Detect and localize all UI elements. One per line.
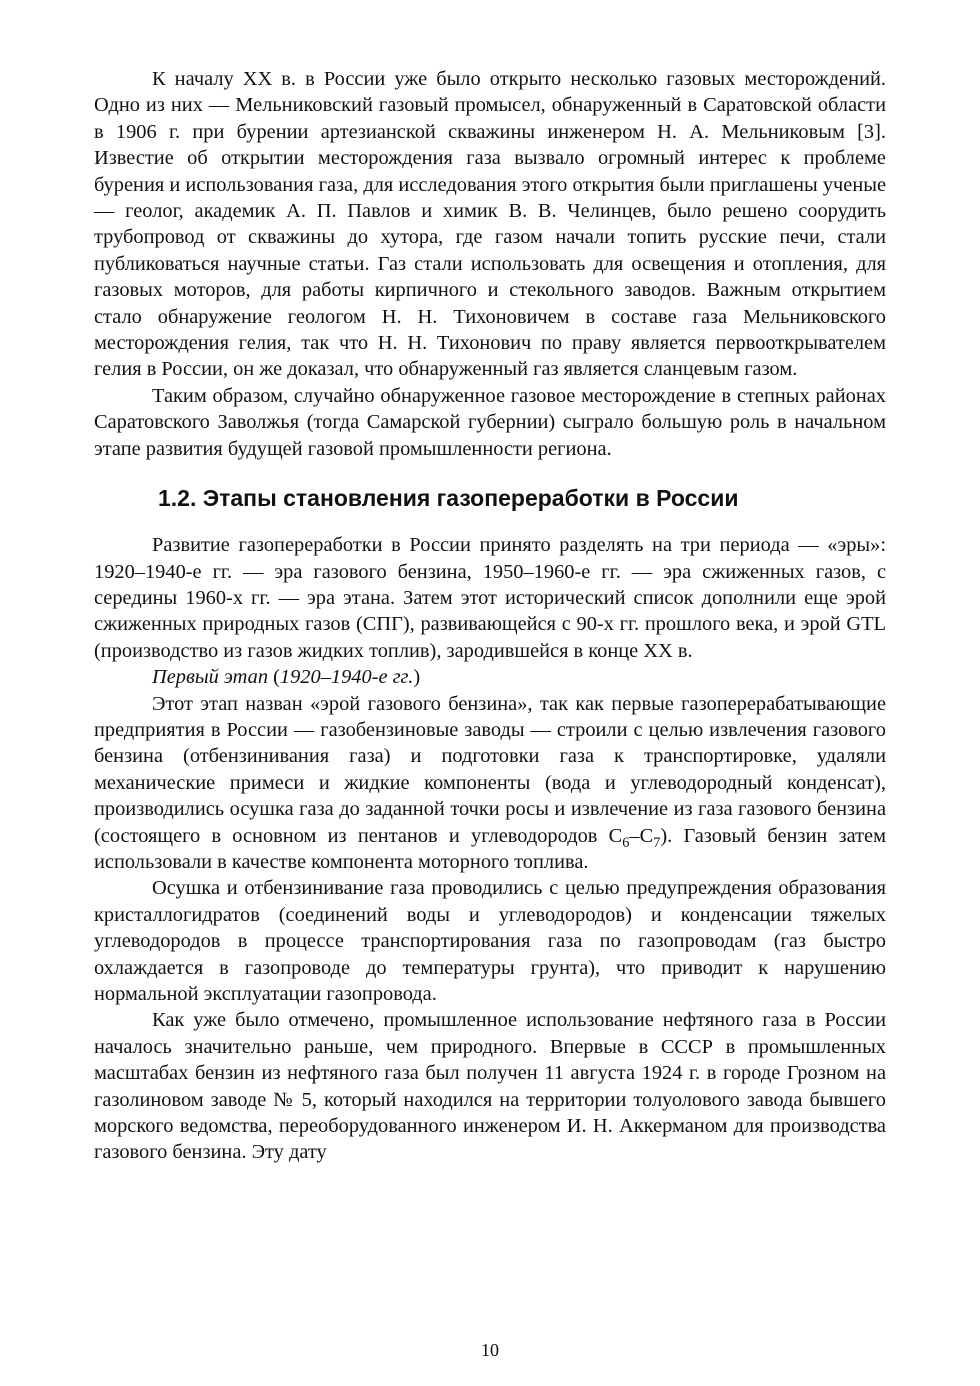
paragraph-melnikovsky-field: К началу XX в. в России уже было открыто несколько газовых месторождений. Одно из них — Мельниковский газовый промысел, обнаруженный в Саратовской области в 1906 г. при бурении артезианской скважины инженером Н. А. Мельниковым [3]. Известие об открытии месторождения газа вызвало огромный интерес к проблеме бурения и использования газа, для исследования этого открытия были приглашены ученые — геолог, академик А. П. Павлов и химик В. В. Челинцев, было решено соорудить трубопровод от скважины до хутора, где газом начали топить русские печи, стали публиковаться научные статьи. Газ стали использовать для освещения и отопления, для газовых моторов, для работы кирпичного и стекольного заводов. Важным открытием стало обнаружение геологом Н. Н. Тихоновичем в составе газа Мельниковского месторождения гелия, так что Н. Н. Тихонович по праву является первооткрывателем гелия в России, он же доказал, что обнаруженный газ является сланцевым газом. [94, 68, 886, 381]
section-heading: 1.2. Этапы становления газопереработки в России [158, 485, 739, 512]
paragraph-drying: Осушка и отбензинивание газа проводились с целью предупреждения образования кристаллогидратов (соединений воды и углеводородов) и конденсации тяжелых углеводородов в процессе транспортирования газа по газопроводам (газ быстро охлаждается в газопроводе до температуры грунта), что приводит к нарушению нормальной эксплуатации газопровода. [94, 877, 886, 1005]
paragraph-conclusion: Таким образом, случайно обнаруженное газовое месторождение в степных районах Саратовского Заволжья (тогда Самарской губернии) сыграло большую роль в начальном этапе развития будущей газовой промышленности региона. [94, 384, 886, 460]
formula-dash: –С [629, 824, 654, 847]
subscript-7: 7 [653, 834, 661, 851]
stage-close-paren: ) [413, 666, 421, 689]
gasoline-era-text: Этот этап назван «эрой газового бензина», так как первые газоперерабатывающие предприятия в России — газобензиновые заводы — строили с целью извлечения газового бензина (отбензинивания газа) и подготовки газа к транспортировке, удаляли механические примеси и жидкие компоненты (вода и углеводородный конденсат), производились осушка газа до заданной точки росы и извлечение из газа газового бензина (состоящего в основном из пентанов и углеводородов С [94, 692, 886, 847]
stage-open-paren: ( [268, 666, 280, 689]
page-number: 10 [481, 1340, 499, 1360]
gasoline-era-text-end: ). Газовый бензин затем использовали в качестве компонента моторного топлива. [94, 824, 886, 873]
paragraph-history: Как уже было отмечено, промышленное использование нефтяного газа в России началось значительно раньше, чем природного. Впервые в СССР в промышленных масштабах бензин из нефтяного газа был получен 11 августа 1924 г. в городе Грозном на газолиновом заводе № 5, который находился на территории толуолового завода бывшего морского ведомства, переоборудованного инженером И. Н. Аккерманом для производства газового бензина. Эту дату [94, 1009, 886, 1164]
stage-subheading [94, 664, 886, 690]
stage-period: 1920–1940-е гг. [279, 666, 414, 689]
paragraph-eras: Развитие газопереработки в России принято разделять на три периода — «эры»: 1920–1940-е гг. — эра газового бензина, 1950–1960-е гг. — эра сжиженных газов, с середины 1960-х гг. — эра этана. Затем этот исторический список дополнили еще эрой сжиженных природных газов (СПГ), развивающейся с 90-х гг. прошлого века, и эрой GTL (производство из газов жидких топлив), зародившейся в конце XX в. [94, 534, 886, 662]
paragraph-gasoline-era [94, 691, 886, 876]
stage-label: Первый этап [152, 666, 269, 689]
subscript-6: 6 [622, 834, 630, 851]
